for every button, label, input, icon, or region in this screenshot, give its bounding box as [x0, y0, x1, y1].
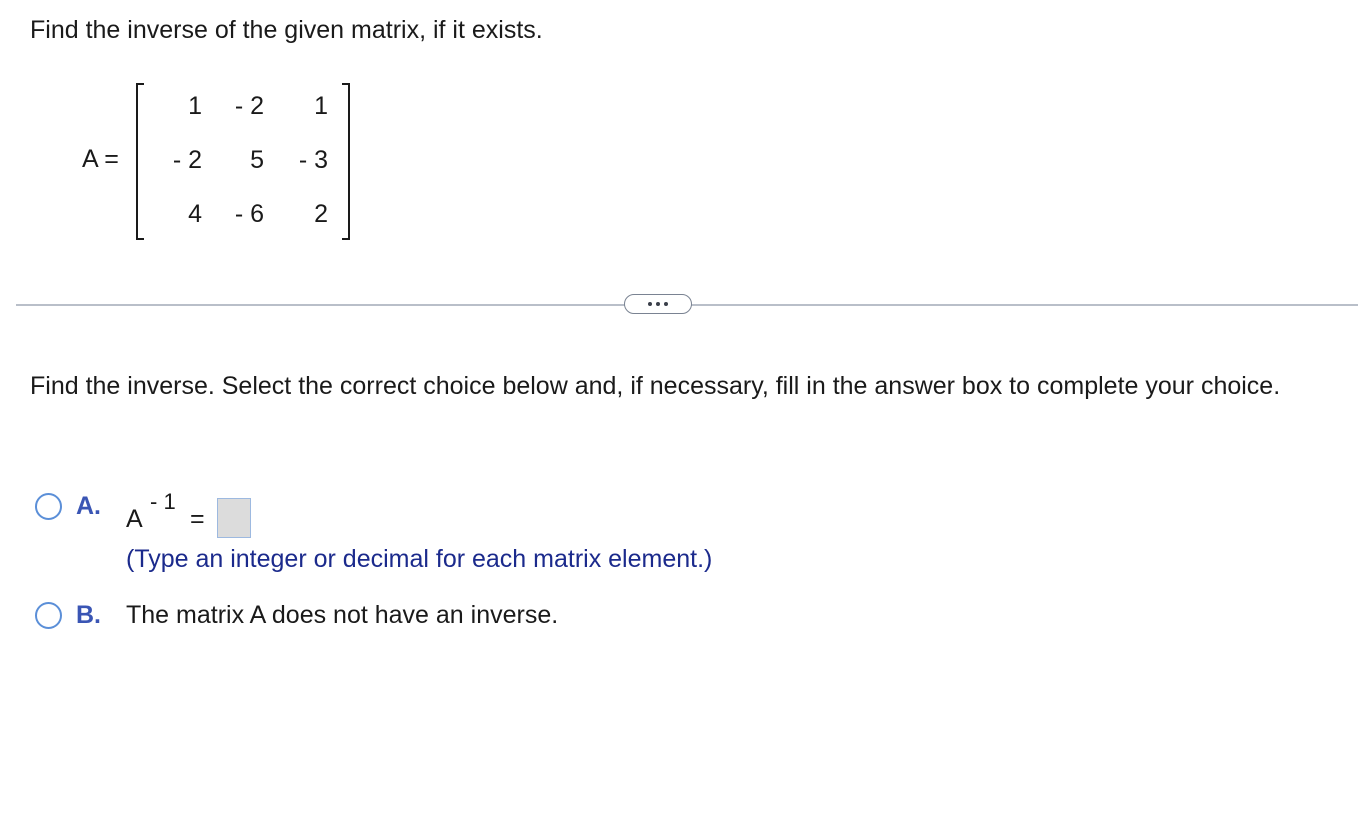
choice-a-equals: =: [190, 505, 205, 533]
question-prompt: Find the inverse of the given matrix, if it exists.: [30, 16, 543, 44]
matrix-cell-r2c2: 5: [250, 146, 264, 174]
matrix-cell-r3c2: - 6: [234, 200, 264, 228]
matrix-cell-r1c2: - 2: [234, 92, 264, 120]
matrix-label: A =: [82, 145, 119, 173]
ellipsis-dot-icon: [648, 302, 652, 306]
choice-a-lhs: A: [126, 505, 143, 533]
matrix-cell-r2c1: - 2: [172, 146, 202, 174]
choice-b-radio[interactable]: [35, 602, 62, 629]
matrix-cell-r1c3: 1: [314, 92, 328, 120]
choice-a-hint: (Type an integer or decimal for each matrix element.): [126, 545, 713, 573]
inverse-answer-box[interactable]: [217, 498, 251, 538]
matrix-cell-r3c1: 4: [188, 200, 202, 228]
instruction-text: Find the inverse. Select the correct choice below and, if necessary, fill in the answer box to complete your choice.: [30, 372, 1281, 400]
matrix-cell-r1c1: 1: [188, 92, 202, 120]
choice-a-letter: A.: [76, 492, 101, 520]
choice-b-text: The matrix A does not have an inverse.: [126, 601, 559, 629]
matrix-right-bracket: [342, 83, 350, 240]
choice-a-exponent: - 1: [150, 489, 176, 514]
matrix-cell-r2c3: - 3: [298, 146, 328, 174]
ellipsis-dot-icon: [656, 302, 660, 306]
ellipsis-dot-icon: [664, 302, 668, 306]
more-options-button[interactable]: [624, 294, 692, 314]
choice-b-letter: B.: [76, 601, 101, 629]
choice-a-radio[interactable]: [35, 493, 62, 520]
matrix-cell-r3c3: 2: [314, 200, 328, 228]
